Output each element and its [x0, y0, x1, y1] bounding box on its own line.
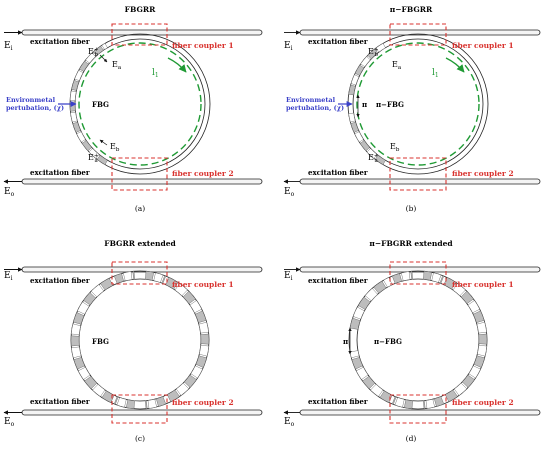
grating-segment: [184, 375, 196, 388]
grating-segment: [468, 300, 480, 312]
panel-b-pi-label: π: [362, 100, 368, 109]
panel-a-coupler-2-label: fiber coupler 2: [172, 169, 234, 178]
grating-segment: [462, 375, 474, 388]
grating-segment: [183, 291, 195, 304]
grating-segment: [73, 312, 84, 324]
grating-segment: [201, 334, 209, 344]
grating-segment: [461, 291, 473, 304]
grating-segment: [71, 324, 80, 335]
grating-segment: [474, 356, 485, 368]
grating-segment: [356, 367, 368, 379]
panel-b-bottom-fiber-label: excitation fiber: [308, 168, 368, 177]
grating-segment: [351, 122, 359, 132]
grating-segment: [191, 366, 203, 378]
panel-d-fbg-label: π−FBG: [374, 337, 402, 346]
panel-b-output-field-label: $E_o$: [284, 187, 295, 198]
grating-segment: [477, 322, 487, 333]
grating-segment: [360, 141, 370, 151]
panel-d-title: π−FBGRR extended: [369, 239, 453, 248]
grating-segment: [469, 366, 481, 378]
panel-a-length-label: $l_1$: [152, 68, 159, 79]
panel-a-eb-arrow: [100, 140, 107, 145]
panel-d-fbg-grating: [350, 271, 487, 408]
grating-segment: [365, 288, 377, 300]
panel-b-ring-inner: [353, 39, 483, 169]
grating-segment: [145, 271, 153, 280]
grating-segment: [353, 307, 364, 319]
grating-segment: [423, 401, 425, 409]
grating-segment: [100, 278, 112, 290]
panel-b-top-fiber-label: excitation fiber: [308, 37, 368, 46]
panel-a-output-field-label: $E_o$: [4, 187, 15, 198]
panel-a-eb-plus-arrow: [100, 55, 107, 62]
panel-b-input-field-label: $E_i$: [284, 41, 293, 52]
grating-segment: [349, 85, 356, 95]
grating-segment: [71, 336, 79, 346]
panel-d-caption: (d): [405, 434, 417, 443]
panel-a-env-label-1: Environmetal: [6, 96, 56, 104]
panel-b-length-label: $l_1$: [432, 68, 439, 79]
grating-segment: [77, 302, 89, 314]
panel-a: [4, 5, 262, 213]
grating-segment: [83, 293, 95, 306]
panel-d-pi-label: π: [343, 337, 349, 346]
panel-b-field-ea-plus: E+ a: [368, 153, 379, 164]
panel-d: [284, 239, 540, 443]
grating-segment: [195, 311, 206, 323]
grating-segment: [71, 112, 78, 122]
panel-c-top-fiber-label: excitation fiber: [30, 276, 90, 285]
grating-segment: [74, 357, 85, 369]
panel-b-coupler-1-label: fiber coupler 1: [452, 41, 514, 50]
panel-c-output-field-label: $E_o$: [4, 417, 15, 428]
panel-d-bottom-fiber-label: excitation fiber: [308, 397, 368, 406]
panel-b-env-label-2: pertubation, (χ): [286, 104, 345, 112]
grating-segment: [374, 281, 386, 293]
grating-segment: [196, 356, 207, 368]
panel-a-bottom-fiber: [22, 179, 262, 184]
panel-c-caption: (c): [134, 434, 146, 443]
panel-c-title: FBGRR extended: [104, 239, 176, 248]
panel-a-coupler-1-label: fiber coupler 1: [172, 41, 234, 50]
panel-a-field-ea-plus: E+ a: [88, 153, 99, 164]
panel-b-fbg-label: π−FBG: [376, 100, 404, 109]
grating-segment: [361, 56, 371, 66]
grating-segment: [371, 384, 384, 396]
grating-segment: [351, 75, 359, 85]
grating-segment: [75, 70, 83, 80]
panel-a-field-eb: $E_b$: [110, 142, 120, 153]
panel-d-top-fiber-label: excitation fiber: [308, 276, 368, 285]
panel-b-coupler-2-label: fiber coupler 2: [452, 169, 514, 178]
grating-segment: [73, 122, 81, 132]
grating-segment: [199, 322, 209, 333]
grating-segment: [426, 399, 435, 408]
grating-segment: [352, 357, 363, 369]
grating-segment: [358, 297, 370, 309]
grating-segment: [126, 400, 134, 409]
panel-a-field-ea: $E_a$: [112, 60, 122, 71]
panel-d-bottom-fiber: [300, 410, 540, 415]
grating-segment: [93, 384, 106, 396]
panel-b-title: π−FBGRR: [389, 5, 433, 14]
panel-d-coupler-2-label: fiber coupler 2: [452, 398, 514, 407]
grating-segment: [401, 272, 410, 281]
panel-d-output-field-label: $E_o$: [284, 417, 295, 428]
panel-c-input-field-label: $E_i$: [4, 271, 13, 282]
panel-a-fbg-label: FBG: [92, 100, 109, 109]
grating-segment: [411, 271, 413, 279]
panel-b-env-label-1: Environmetal: [286, 96, 336, 104]
panel-a-title: FBGRR: [124, 5, 156, 14]
grating-segment: [85, 376, 97, 389]
panel-c-bottom-fiber: [22, 410, 262, 415]
grating-segment: [82, 141, 92, 151]
grating-segment: [473, 311, 484, 323]
panel-b-field-ea: $E_a$: [392, 60, 402, 71]
panel-c-coupler-1-label: fiber coupler 1: [172, 280, 234, 289]
grating-segment: [454, 383, 467, 395]
grating-segment: [123, 272, 132, 281]
grating-segment: [70, 91, 76, 101]
grating-segment: [350, 351, 359, 358]
grating-segment: [70, 102, 75, 112]
panel-c-bottom-fiber-label: excitation fiber: [30, 397, 90, 406]
grating-segment: [423, 271, 431, 280]
panel-a-input-field-label: $E_i$: [4, 41, 13, 52]
panel-b-caption: (b): [405, 204, 417, 213]
grating-segment: [145, 401, 147, 409]
panel-a-bottom-fiber-label: excitation fiber: [30, 168, 90, 177]
panel-a-field-eb-plus: E+ b: [88, 47, 99, 58]
grating-segment: [479, 334, 487, 344]
panel-a-caption: (a): [134, 204, 146, 213]
panel-c-coupler-2-label: fiber coupler 2: [172, 398, 234, 407]
panel-b-field-eb: $E_b$: [390, 142, 400, 153]
panel-c: [4, 239, 262, 443]
panel-b-field-eb-plus: E+ b: [368, 47, 379, 58]
grating-segment: [477, 345, 486, 356]
grating-segment: [78, 367, 90, 379]
grating-segment: [133, 271, 135, 279]
grating-segment: [404, 400, 412, 409]
grating-segment: [199, 345, 208, 356]
panel-c-fbg-label: FBG: [92, 337, 109, 346]
grating-segment: [363, 376, 375, 389]
grating-segment: [91, 285, 104, 297]
panel-d-input-field-label: $E_i$: [284, 271, 293, 282]
grating-segment: [190, 300, 202, 312]
panel-b-bottom-fiber: [300, 179, 540, 184]
panel-a-top-fiber-label: excitation fiber: [30, 37, 90, 46]
grating-segment: [148, 399, 157, 408]
panel-b: [284, 5, 540, 213]
panel-d-coupler-1-label: fiber coupler 1: [452, 280, 514, 289]
grating-segment: [71, 347, 81, 358]
grating-segment: [176, 383, 189, 395]
panel-a-env-label-2: pertubation, (χ): [6, 104, 65, 112]
grating-segment: [72, 80, 79, 90]
